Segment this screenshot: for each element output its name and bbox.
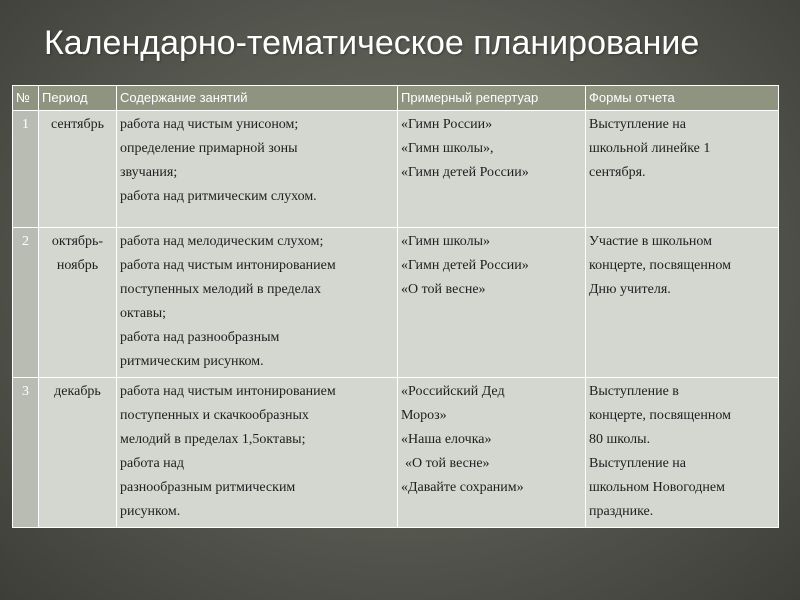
header-number: №	[13, 86, 39, 111]
header-content: Содержание занятий	[117, 86, 398, 111]
period-line: декабрь	[54, 384, 101, 399]
header-repertoire: Примерный репертуар	[398, 86, 586, 111]
table-row	[13, 378, 779, 528]
report-line: Участие в школьном	[589, 234, 712, 249]
plan-table	[12, 85, 779, 528]
period-line: ноябрь	[56, 258, 99, 273]
row-number: 2	[13, 228, 39, 378]
period-line: октябрь-	[51, 234, 104, 249]
period-cell	[39, 111, 117, 228]
header-report: Формы отчета	[586, 86, 779, 111]
repertoire-cell	[398, 228, 586, 378]
content-line: октавы;	[120, 306, 167, 321]
repertoire-line: «Российский Дед	[401, 384, 505, 399]
report-cell	[586, 111, 779, 228]
content-line: работа над чистым интонированием	[120, 384, 336, 399]
report-line: Выступление в	[589, 384, 679, 399]
repertoire-line: «Давайте сохраним»	[401, 480, 524, 495]
table-row	[13, 228, 779, 378]
content-cell	[117, 228, 398, 378]
report-line: школьном Новогоднем	[589, 480, 725, 495]
report-cell	[586, 228, 779, 378]
repertoire-line: «Гимн детей России»	[401, 258, 529, 273]
report-cell	[586, 378, 779, 528]
content-line: определение примарной зоны	[120, 141, 298, 156]
content-line: разнообразным ритмическим	[120, 480, 296, 495]
report-line: празднике.	[589, 504, 654, 519]
content-cell	[117, 111, 398, 228]
report-line: концерте, посвященном	[589, 408, 731, 423]
repertoire-line: «Гимн детей России»	[401, 165, 529, 180]
content-line: работа над	[120, 456, 184, 471]
period-line: сентябрь	[51, 117, 104, 132]
content-line: работа над чистым унисоном;	[120, 117, 299, 132]
content-line: мелодий в пределах 1,5октавы;	[120, 432, 306, 447]
repertoire-line: «Гимн школы»,	[401, 141, 494, 156]
report-line: сентября.	[589, 165, 646, 180]
report-line: 80 школы.	[589, 432, 651, 447]
content-line: работа над чистым интонированием	[120, 258, 336, 273]
report-line: Выступление на	[589, 456, 686, 471]
repertoire-line: «Наша елочка»	[401, 432, 492, 447]
content-line: рисунком.	[120, 504, 181, 519]
header-period: Период	[39, 86, 117, 111]
repertoire-line: «О той весне»	[401, 282, 486, 297]
content-cell	[117, 378, 398, 528]
repertoire-line: «Гимн школы»	[401, 234, 490, 249]
table-row	[13, 111, 779, 228]
content-line: работа над мелодическим слухом;	[120, 234, 324, 249]
repertoire-cell	[398, 111, 586, 228]
repertoire-line: «О той весне»	[405, 456, 490, 471]
content-line: звучания;	[120, 165, 178, 180]
table-header-row	[13, 86, 779, 111]
content-line: работа над разнообразным	[120, 330, 280, 345]
content-line: поступенных мелодий в пределах	[120, 282, 322, 297]
content-line: работа над ритмическим слухом.	[120, 189, 317, 204]
period-cell	[39, 378, 117, 528]
report-line: концерте, посвященном	[589, 258, 731, 273]
content-line: поступенных и скачкообразных	[120, 408, 309, 423]
repertoire-cell	[398, 378, 586, 528]
repertoire-line: «Гимн России»	[401, 117, 493, 132]
row-number: 1	[13, 111, 39, 228]
repertoire-line: Мороз»	[401, 408, 447, 423]
report-line: школьной линейке 1	[589, 141, 711, 156]
period-cell	[39, 228, 117, 378]
report-line: Выступление на	[589, 117, 686, 132]
slide-title: Календарно-тематическое планирование	[44, 24, 700, 62]
report-line: Дню учителя.	[589, 282, 671, 297]
content-line: ритмическим рисунком.	[120, 354, 264, 369]
row-number: 3	[13, 378, 39, 528]
